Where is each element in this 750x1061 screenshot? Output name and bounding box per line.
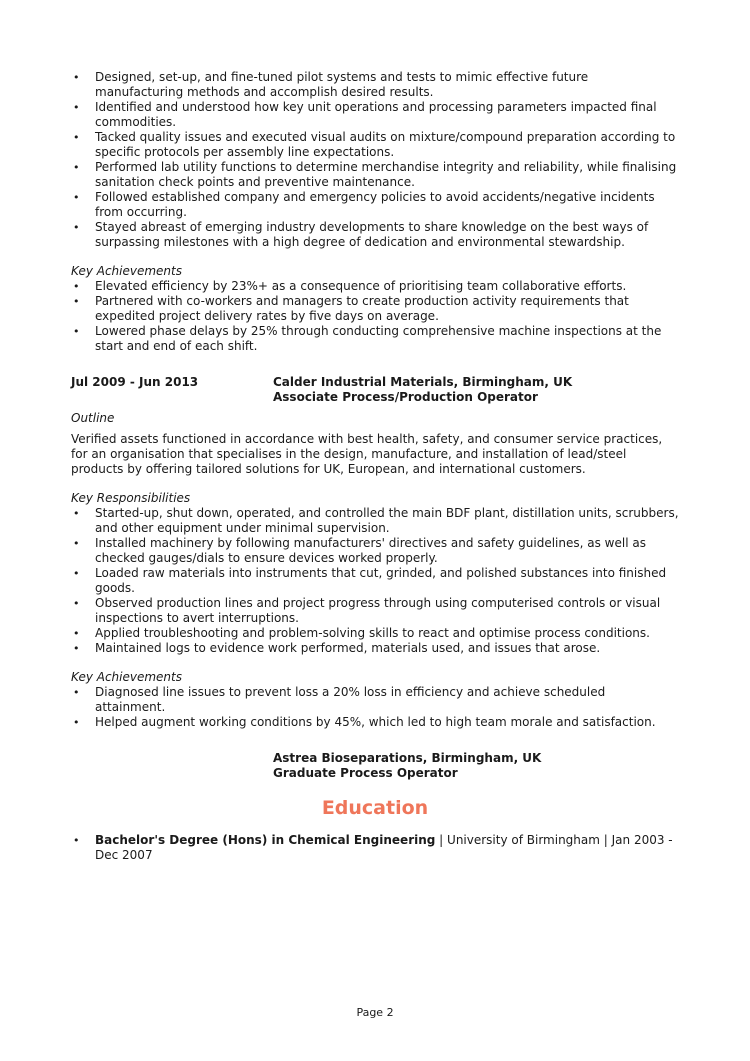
exp1-responsibilities-list: [71, 70, 679, 250]
list-item: • Maintained logs to evidence work performed, materials used, and issues that arose.: [71, 641, 679, 656]
page-number: Page 2: [356, 1006, 394, 1019]
list-item: • Helped augment working conditions by 45%, which led to high team morale and satisfaction.: [71, 715, 679, 730]
job-header-astrea: [71, 751, 679, 781]
list-item: • Started-up, shut down, operated, and controlled the main BDF plant, distillation units, scrubbers, and other equipment under minimal supervision.: [71, 506, 679, 536]
job-company: Astrea Bioseparations, Birmingham, UK: [273, 751, 542, 765]
education-list: [71, 833, 679, 863]
list-item: • Designed, set-up, and fine-tuned pilot systems and tests to mimic effective future manufacturing methods and accomplish desired results.: [71, 70, 679, 100]
school: University of Birmingham: [447, 833, 600, 847]
exp2-responsibilities-list: [71, 506, 679, 656]
list-item: • Identified and understood how key unit operations and processing parameters impacted final commodities.: [71, 100, 679, 130]
education-dates: Jan 2003 - Dec 2007: [95, 833, 673, 862]
outline-text: Verified assets functioned in accordance with best health, safety, and consumer service practices, for an organisation that specialises in the design, manufacture, and installation of lead/steel products by offering tailored solutions for UK, European, and international customers.: [71, 432, 663, 476]
education-section-title: Education: [321, 797, 429, 819]
list-item: • Tacked quality issues and executed visual audits on mixture/compound preparation according to specific protocols per assembly line expectations.: [71, 130, 679, 160]
job-header-calder: [71, 375, 679, 405]
resume-page-2: [71, 70, 679, 863]
list-item: • Stayed abreast of emerging industry developments to share knowledge on the best ways of surpassing milestones with a high degree of dedication and environmental stewardship.: [71, 220, 679, 250]
exp2-responsibilities-heading: Key Responsibilities: [71, 491, 191, 505]
job-dates: Jul 2009 - Jun 2013: [71, 375, 199, 389]
degree: Bachelor's Degree (Hons) in Chemical Engineering: [95, 833, 436, 847]
list-item: • Diagnosed line issues to prevent loss a 20% loss in efficiency and achieve scheduled attainment.: [71, 685, 679, 715]
job-role: Graduate Process Operator: [273, 766, 458, 780]
outline-heading: Outline: [71, 411, 115, 425]
exp2-achievements-heading: Key Achievements: [71, 670, 182, 684]
list-item: • Performed lab utility functions to determine merchandise integrity and reliability, while finalising sanitation check points and preventive maintenance.: [71, 160, 679, 190]
list-item: • Elevated efficiency by 23%+ as a consequence of prioritising team collaborative efforts.: [71, 279, 679, 294]
job-company: Calder Industrial Materials, Birmingham, UK: [273, 375, 573, 389]
list-item: • Observed production lines and project progress through using computerised controls or visual inspections to avert interruptions.: [71, 596, 679, 626]
job-role: Associate Process/Production Operator: [273, 390, 538, 404]
exp2-achievements-list: [71, 685, 679, 730]
list-item: • Lowered phase delays by 25% through conducting comprehensive machine inspections at the start and end of each shift.: [71, 324, 679, 354]
list-item: • Applied troubleshooting and problem-solving skills to react and optimise process conditions.: [71, 626, 679, 641]
list-item: • Partnered with co-workers and managers to create production activity requirements that expedited project delivery rates by five days on average.: [71, 294, 679, 324]
separator: |: [435, 833, 448, 847]
list-item: • Installed machinery by following manufacturers' directives and safety guidelines, as well as checked gauges/dials to ensure devices worked properly.: [71, 536, 679, 566]
exp1-achievements-list: [71, 279, 679, 354]
exp1-achievements-heading: Key Achievements: [71, 264, 182, 278]
separator: |: [599, 833, 612, 847]
list-item: • Followed established company and emergency policies to avoid accidents/negative incidents from occurring.: [71, 190, 679, 220]
education-item: [71, 833, 679, 863]
list-item: • Loaded raw materials into instruments that cut, grinded, and polished substances into finished goods.: [71, 566, 679, 596]
